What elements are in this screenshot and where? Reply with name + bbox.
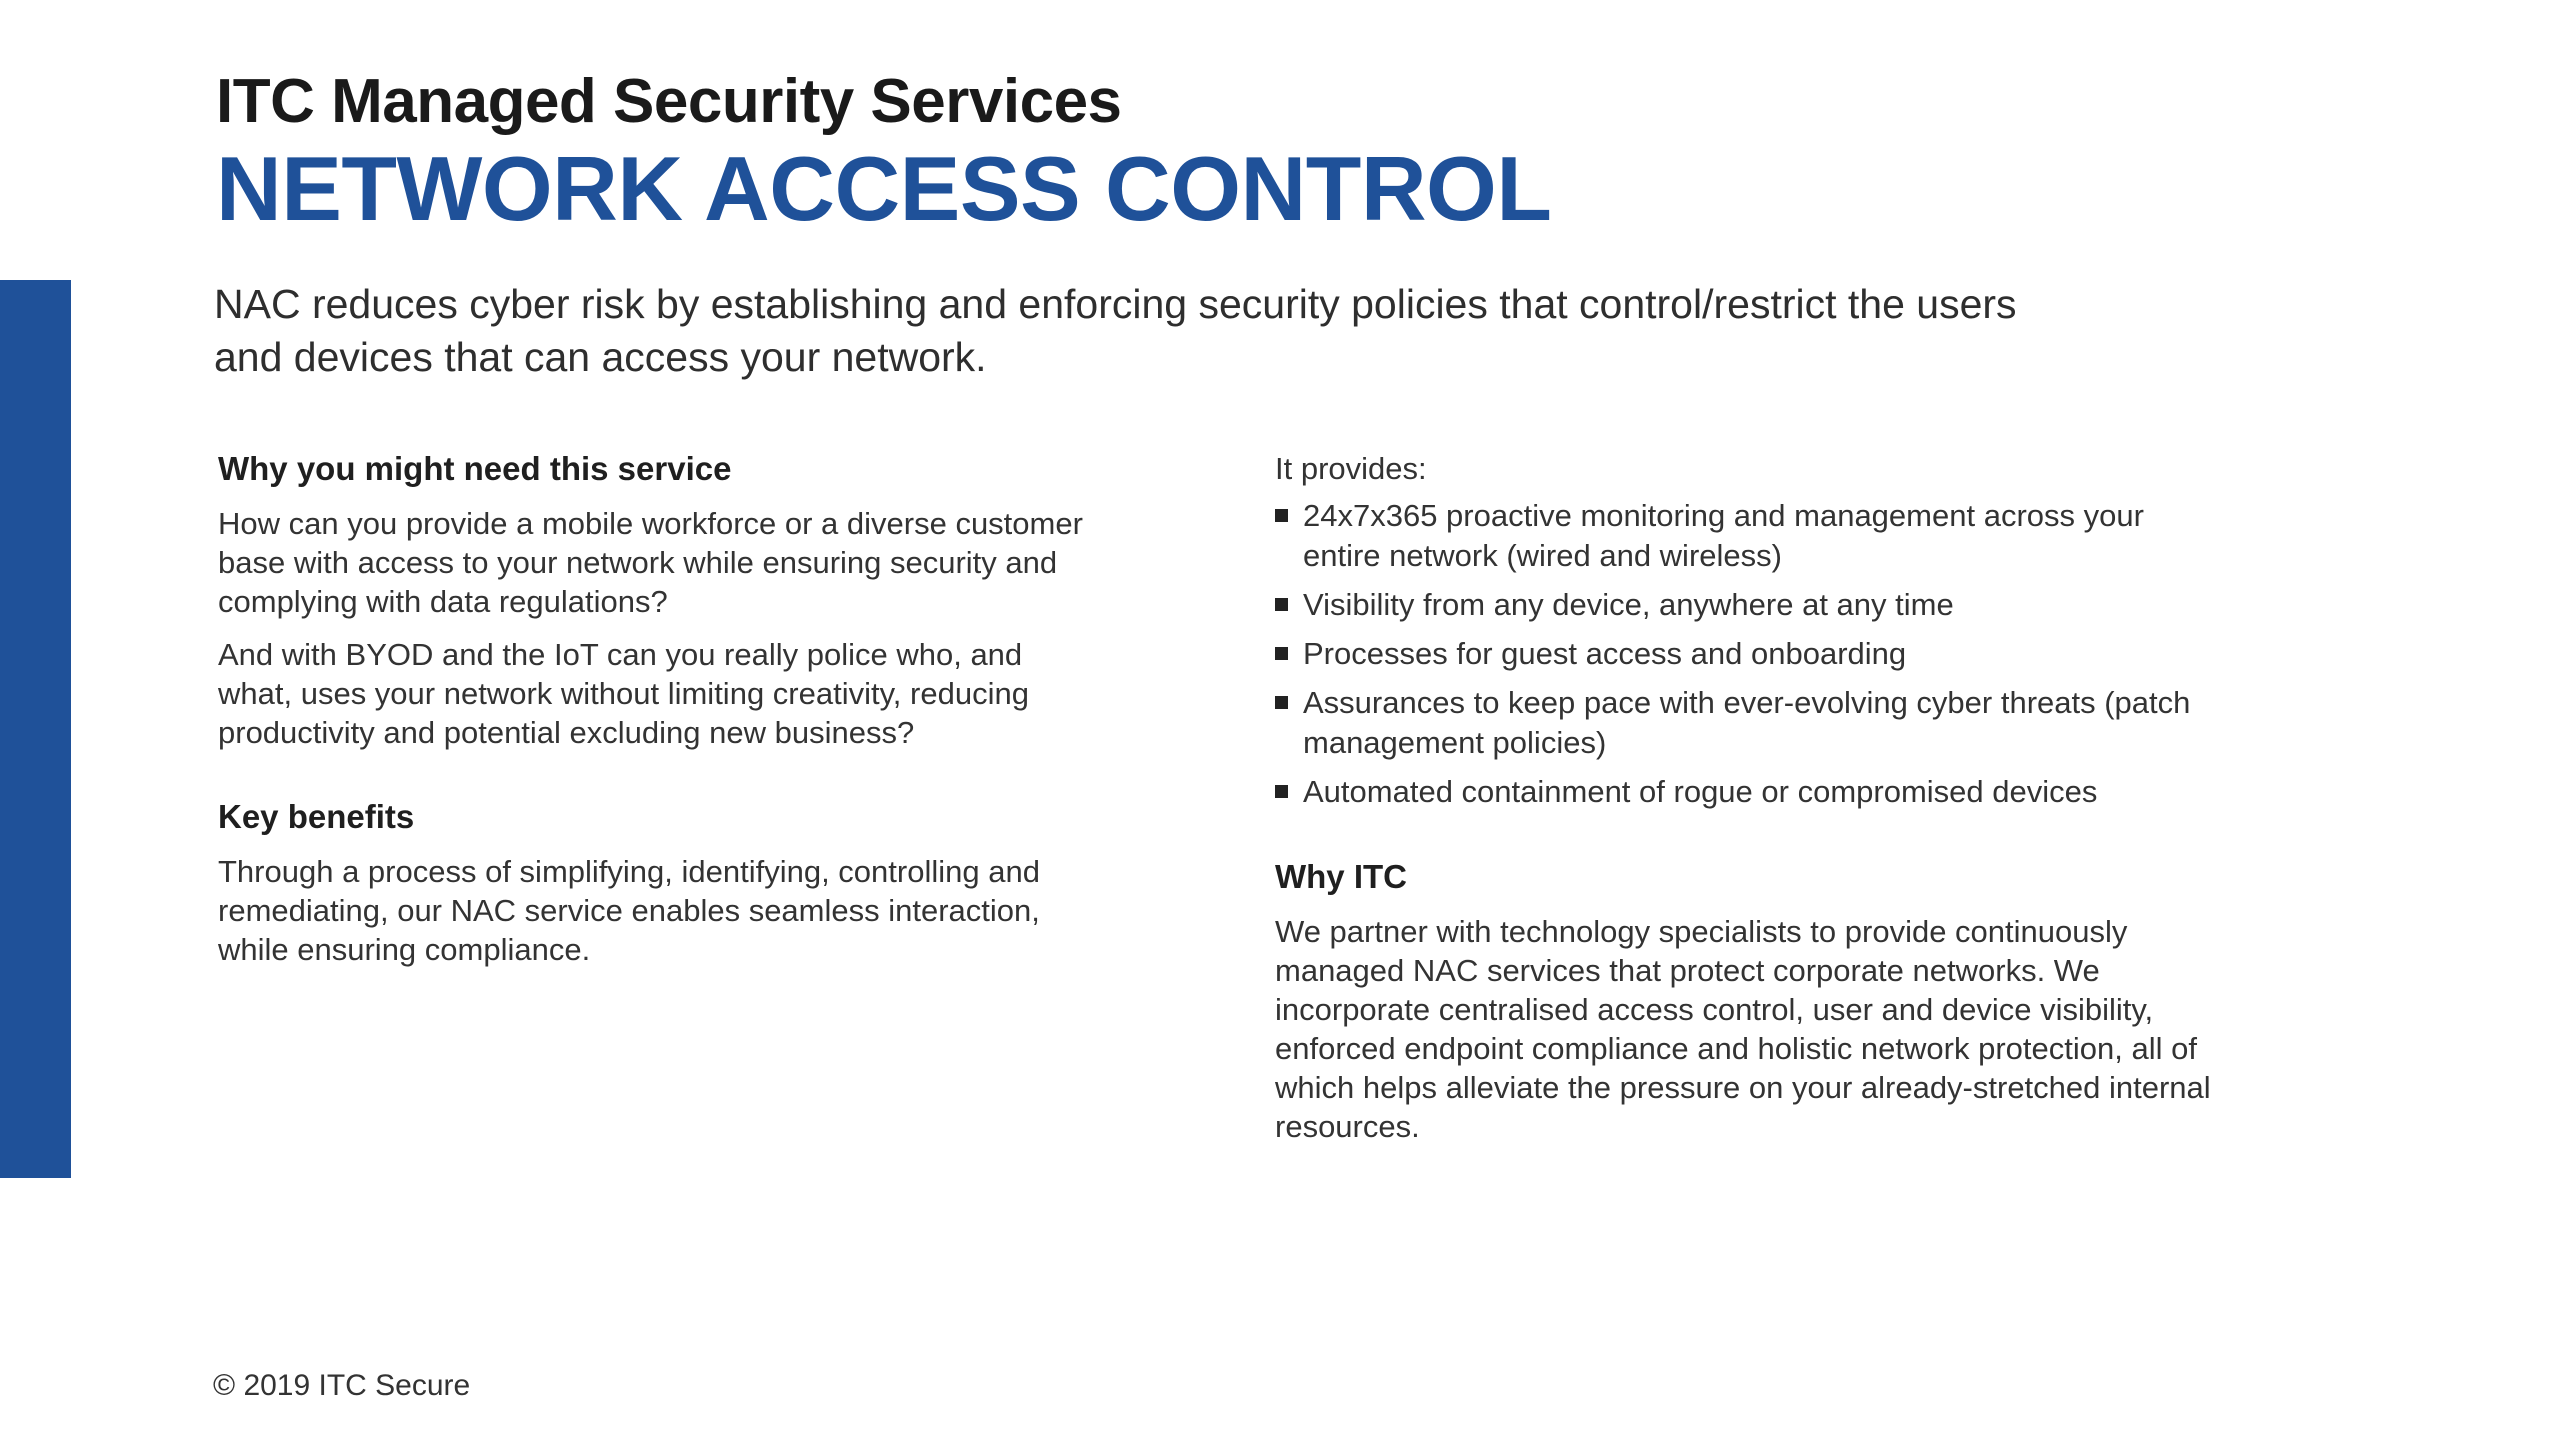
why-itc-paragraph: We partner with technology specialists to provide continuously managed NAC services that protect corporate networks. We incorporate centralised access control, user and device visibility, enforced endpoint compliance and holistic network protection, all of which helps alleviate the pressure on your already-stretched internal resources. xyxy=(1275,914,2211,1144)
list-item-text: Automated containment of rogue or compromised devices xyxy=(1303,774,2098,809)
list-item-text: Visibility from any device, anywhere at any time xyxy=(1303,587,1954,622)
list-item xyxy=(1275,772,2225,812)
need-heading: Why you might need this service xyxy=(218,450,732,487)
need-paragraph: And with BYOD and the IoT can you really police who, and what, uses your network without limiting creativity, reducing productivity and potential excluding new business? xyxy=(218,637,1029,750)
page-title: NETWORK ACCESS CONTROL xyxy=(216,139,1552,240)
left-column xyxy=(218,448,1098,969)
benefits-paragraph: Through a process of simplifying, identifying, controlling and remediating, our NAC service enables seamless interaction, while ensuring compliance. xyxy=(218,854,1040,967)
provides-label: It provides: xyxy=(1275,451,1427,486)
square-bullet-icon xyxy=(1275,647,1288,660)
list-item xyxy=(1275,496,2225,576)
right-column xyxy=(1275,448,2225,1146)
provides-list xyxy=(1275,496,2225,812)
need-paragraph: How can you provide a mobile workforce or a diverse customer base with access to your network while ensuring security and complying with data regulations? xyxy=(218,506,1083,619)
square-bullet-icon xyxy=(1275,598,1288,611)
square-bullet-icon xyxy=(1275,696,1288,709)
list-item-text: Processes for guest access and onboarding xyxy=(1303,636,1907,671)
square-bullet-icon xyxy=(1275,785,1288,798)
square-bullet-icon xyxy=(1275,509,1288,522)
list-item xyxy=(1275,683,2225,763)
list-item xyxy=(1275,634,2225,674)
service-category-heading: ITC Managed Security Services xyxy=(216,67,1122,136)
list-item xyxy=(1275,585,2225,625)
brand-accent-bar xyxy=(0,280,71,1178)
list-item-text: Assurances to keep pace with ever-evolving cyber threats (patch management policies) xyxy=(1303,685,2191,760)
why-itc-heading: Why ITC xyxy=(1275,858,1407,895)
title-block xyxy=(216,62,1551,240)
list-item-text: 24x7x365 proactive monitoring and management across your entire network (wired and wireless) xyxy=(1303,498,2144,573)
copyright-footer: © 2019 ITC Secure xyxy=(213,1369,471,1402)
intro-statement: NAC reduces cyber risk by establishing and enforcing security policies that control/restrict the users and devices that can access your network. xyxy=(214,281,2017,380)
benefits-heading: Key benefits xyxy=(218,798,415,835)
